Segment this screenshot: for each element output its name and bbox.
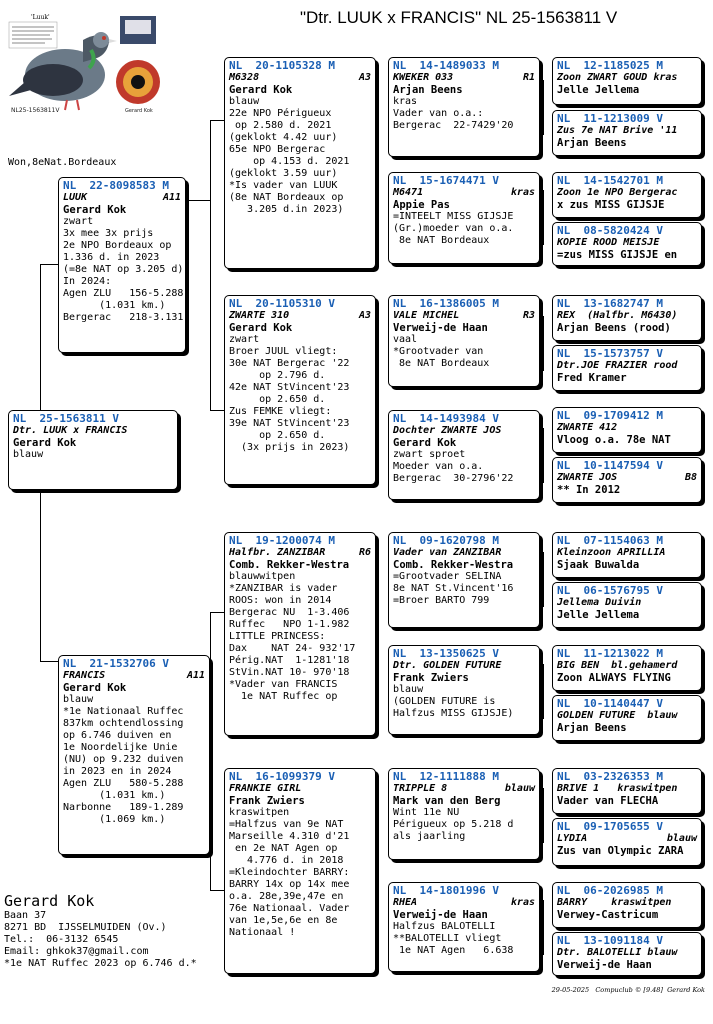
ring-number: NL 07-1154063 M: [557, 534, 663, 547]
owner-name: Vloog o.a. 78e NAT: [557, 434, 671, 446]
bird-name: GOLDEN FUTURE blauw: [557, 710, 678, 721]
info-line: Zus FEMKE vliegt:: [229, 406, 332, 417]
info-line: op 4.153 d. 2021: [229, 156, 350, 167]
connector-line: [543, 552, 544, 607]
ring-number: NL 22-8098583 M: [63, 179, 169, 192]
info-line: op 2.796 d.: [229, 370, 326, 381]
owner-name: Zus van Olympic ZARA: [557, 845, 684, 857]
connector-line: [210, 410, 225, 411]
pedigree-card-gen4[interactable]: [552, 407, 702, 453]
info-line: 4.776 d. in 2018: [229, 855, 344, 866]
won-note: Won,8eNat.Bordeaux: [8, 157, 117, 168]
connector-line: [210, 120, 211, 410]
info-line: Bergerac NU 1-3.406: [229, 607, 350, 618]
bird-name: M6328: [229, 72, 260, 83]
pedigree-card-gen4[interactable]: [552, 695, 702, 741]
info-line: Bergerac 22-7429'20: [393, 120, 514, 131]
pedigree-card-gen4[interactable]: [552, 110, 702, 156]
pedigree-card-gen3[interactable]: [388, 645, 540, 735]
owner-name: Vader van FLECHA: [557, 795, 659, 807]
info-line: (GOLDEN FUTURE is: [393, 696, 496, 707]
owner-name: Gerard Kok: [63, 682, 127, 694]
bird-grade: A3: [358, 310, 371, 321]
info-line: Périgueux op 5.218 d: [393, 819, 514, 830]
info-line: =Halfzus van 9e NAT: [229, 819, 344, 830]
ring-number: NL 06-2026985 M: [557, 884, 663, 897]
owner-name: Verweij-de Haan: [393, 322, 488, 334]
ring-number: NL 03-2326353 M: [557, 770, 663, 783]
owner-name: Jelle Jellema: [557, 609, 640, 621]
bird-name: Halfbr. ZANZIBAR: [229, 547, 326, 558]
ring-number: NL 09-1620798 M: [393, 534, 499, 547]
bird-name: Zoon ZWART GOUD kras: [557, 72, 678, 83]
subject-card[interactable]: [8, 410, 178, 490]
bird-grade: A3: [358, 72, 371, 83]
connector-line: [40, 264, 41, 412]
ring-number: NL 15-1573757 V: [557, 347, 663, 360]
info-line: 837km ochtendlossing: [63, 718, 184, 729]
info-line: op 6.746 duiven en: [63, 730, 172, 741]
info-line: =Kleindochter BARRY:: [229, 867, 350, 878]
bird-name: TRIPPLE 8: [393, 783, 448, 794]
connector-line: [188, 200, 210, 201]
info-line: *Is vader van LUUK: [229, 180, 338, 191]
info-line: Marseille 4.310 d'21: [229, 831, 350, 842]
owner-name: Gerard Kok: [13, 437, 77, 449]
bird-color: zwart: [63, 216, 94, 227]
bird-color: kraswitpen: [229, 807, 290, 818]
info-line: Agen ZLU 156-5.288: [63, 288, 184, 299]
owner-name: ** In 2012: [557, 484, 621, 496]
bird-name: KWEKER 033: [393, 72, 454, 83]
ring-number: NL 12-1111888 M: [393, 770, 499, 783]
ring-number: NL 10-1140447 V: [557, 697, 663, 710]
info-line: Halfzus BALOTELLI: [393, 921, 496, 932]
ring-number: NL 21-1532706 V: [63, 657, 169, 670]
bird-grade: R1: [522, 72, 535, 83]
bird-color: kras: [393, 96, 418, 107]
bird-name: Zus 7e NAT Brive '11: [557, 125, 678, 136]
achievement-line: *1e NAT Ruffec 2023 op 6.746 d.*: [4, 958, 197, 969]
bird-name: KOPIE ROOD MEISJE: [557, 237, 660, 248]
bird-name: RHEA: [393, 897, 418, 908]
info-line: Wint 11e NU: [393, 807, 460, 818]
owner-name: Frank Zwiers: [229, 795, 305, 807]
connector-line: [378, 580, 379, 690]
info-line: *Vader van FRANCIS: [229, 679, 338, 690]
bird-grade: kras: [510, 187, 535, 198]
bird-name: BIG BEN bl.gehamerd: [557, 660, 678, 671]
pedigree-card-gen4[interactable]: [552, 818, 702, 866]
ring-number: NL 08-5820424 V: [557, 224, 663, 237]
ring-number: NL 13-1350625 V: [393, 647, 499, 660]
logo-caption: NL25-1563811V: [11, 107, 60, 114]
info-line: Moeder van o.a.: [393, 461, 484, 472]
info-line: ROOS: won in 2014: [229, 595, 332, 606]
logo: [5, 10, 160, 116]
bird-name: Dochter ZWARTE JOS: [393, 425, 502, 436]
bird-grade: R3: [522, 310, 535, 321]
ring-number: NL 13-1682747 M: [557, 297, 663, 310]
pedigree-card-gen3[interactable]: [388, 882, 540, 972]
connector-line: [378, 332, 379, 444]
owner-name: Arjan Beens: [557, 137, 627, 149]
owner-name: Gerard Kok: [229, 322, 293, 334]
bird-name: Dtr.JOE FRAZIER rood: [557, 360, 678, 371]
info-line: 76e Nationaal. Vader: [229, 903, 350, 914]
ring-number: NL 09-1709412 M: [557, 409, 663, 422]
connector-line: [543, 316, 544, 371]
pedigree-card-gen3[interactable]: [388, 532, 540, 628]
ring-number: NL 14-1493984 V: [393, 412, 499, 425]
address-line: 8271 BD IJSSELMUIDEN (Ov.): [4, 922, 167, 933]
info-line: (8e NAT Bordeaux op: [229, 192, 344, 203]
pedigree-card-gen4[interactable]: [552, 582, 702, 628]
bird-name: Kleinzoon APRILLIA: [557, 547, 666, 558]
owner-name: Zoon ALWAYS FLYING: [557, 672, 671, 684]
info-line: 3x mee 3x prijs: [63, 228, 154, 239]
pedigree-card-gen3[interactable]: [388, 295, 540, 387]
info-line: BARRY 14x op 14x mee: [229, 879, 350, 890]
ring-number: NL 13-1091184 V: [557, 934, 663, 947]
connector-line: [40, 487, 41, 661]
bird-grade: A11: [162, 192, 181, 203]
connector-line: [543, 190, 544, 245]
ring-number: NL 25-1563811 V: [13, 412, 119, 425]
bird-name: FRANCIS: [63, 670, 106, 681]
ring-number: NL 12-1185025 M: [557, 59, 663, 72]
info-line: =Grootvader SELINA: [393, 571, 502, 582]
owner-name: Gerard Kok: [229, 84, 293, 96]
connector-line: [40, 264, 60, 265]
logo-sub-caption: Gerard Kok: [125, 108, 153, 114]
owner-name: Jelle Jellema: [557, 84, 640, 96]
connector-line: [543, 900, 544, 955]
bird-name: BRIVE 1 kraswitpen: [557, 783, 678, 794]
owner-name: Gerard Kok: [393, 437, 457, 449]
pedigree-card-gen3[interactable]: [388, 172, 540, 264]
owner-name: Verweij-de Haan: [557, 959, 652, 971]
info-line: Vader van o.a.:: [393, 108, 484, 119]
pedigree-card-gen4[interactable]: [552, 532, 702, 578]
connector-line: [543, 788, 544, 843]
pedigree-card-gen4[interactable]: [552, 932, 702, 976]
owner-name: Comb. Rekker-Westra: [393, 559, 514, 571]
info-line: op 2.580 d. 2021: [229, 120, 332, 131]
info-line: Agen ZLU 580-5.288: [63, 778, 184, 789]
info-line: 1e NAT Ruffec op: [229, 691, 338, 702]
owner-name: Gerard Kok: [63, 204, 127, 216]
info-line: *Grootvader van: [393, 346, 484, 357]
ring-number: NL 10-1147594 V: [557, 459, 663, 472]
info-line: *1e Nationaal Ruffec: [63, 706, 184, 717]
info-line: 2e NPO Bordeaux op: [63, 240, 172, 251]
ring-number: NL 20-1105310 V: [229, 297, 335, 310]
pedigree-card-gen4[interactable]: [552, 457, 702, 503]
pedigree-card-gen4[interactable]: [552, 222, 702, 266]
info-line: 22e NPO Périgueux: [229, 108, 332, 119]
print-stamp: 29-05-2025 Compuclub © [9.48] Gerard Kok: [551, 986, 705, 994]
page-title: "Dtr. LUUK x FRANCIS" NL 25-1563811 V: [300, 8, 618, 27]
logo-small-text: 'Luuk': [31, 14, 50, 21]
bird-name: REX (Halfbr. M6430): [557, 310, 678, 321]
info-line: Ruffec NPO 1-1.982: [229, 619, 350, 630]
pedigree-card-gen4[interactable]: [552, 882, 702, 928]
info-line: (NU) op 9.232 duiven: [63, 754, 184, 765]
owner-name: Appie Pas: [393, 199, 450, 211]
sire-card[interactable]: [58, 177, 186, 353]
info-line: 1e NAT Agen 6.638: [393, 945, 514, 956]
bird-name: M6471: [393, 187, 424, 198]
info-line: 39e NAT StVincent'23: [229, 418, 350, 429]
bird-name: ZWARTE JOS: [557, 472, 618, 483]
bird-color: zwart: [229, 334, 260, 345]
bird-grade: blauw: [504, 783, 535, 794]
info-line: 42e NAT StVincent'23: [229, 382, 350, 393]
info-line: (1.031 km.): [63, 790, 166, 801]
pedigree-card-gen2[interactable]: [224, 57, 376, 269]
breeder-name: Gerard Kok: [4, 892, 95, 910]
bird-grade: A11: [186, 670, 205, 681]
pigeon-logo-icon: [5, 10, 160, 116]
info-line: 8e NAT Bordeaux: [393, 358, 490, 369]
bird-name: Vader van ZANZIBAR: [393, 547, 502, 558]
email-line[interactable]: Email: ghkok37@gmail.com: [4, 946, 149, 957]
bird-name: ZWARTE 310: [229, 310, 290, 321]
info-line: o.a. 28e,39e,47e en: [229, 891, 344, 902]
ring-number: NL 20-1105328 M: [229, 59, 335, 72]
pedigree-card-gen4[interactable]: [552, 172, 702, 218]
info-line: LITTLE PRINCESS:: [229, 631, 326, 642]
connector-line: [210, 612, 225, 613]
bird-name: ZWARTE 412: [557, 422, 618, 433]
connector-line: [210, 612, 211, 890]
bird-name: Dtr. LUUK x FRANCIS: [13, 425, 128, 436]
ring-number: NL 16-1099379 V: [229, 770, 335, 783]
info-line: Nationaal !: [229, 927, 296, 938]
owner-name: Arjan Beens (rood): [557, 322, 671, 334]
pedigree-card-gen4[interactable]: [552, 57, 702, 105]
bird-name: FRANKIE GIRL: [229, 783, 302, 794]
ring-number: NL 14-1801996 V: [393, 884, 499, 897]
info-line: (3x prijs in 2023): [229, 442, 350, 453]
bird-name: Dtr. GOLDEN FUTURE: [393, 660, 502, 671]
connector-line: [378, 120, 379, 220]
info-line: (geklokt 4.42 uur): [229, 132, 338, 143]
owner-name: Verwey-Castricum: [557, 909, 659, 921]
ring-number: NL 06-1576795 V: [557, 584, 663, 597]
owner-name: Comb. Rekker-Westra: [229, 559, 350, 571]
info-line: (Gr.)moeder van o.a.: [393, 223, 514, 234]
info-line: **BALOTELLI vliegt: [393, 933, 502, 944]
pedigree-card-gen3[interactable]: [388, 410, 540, 500]
info-line: (=8e NAT op 3.205 d): [63, 264, 184, 275]
pedigree-card-gen2[interactable]: [224, 295, 376, 485]
pedigree-card-gen3[interactable]: [388, 768, 540, 860]
owner-name: Arjan Beens: [557, 722, 627, 734]
owner-name: Arjan Beens: [393, 84, 463, 96]
connector-line: [543, 428, 544, 483]
info-line: 3.205 d.in 2023): [229, 204, 344, 215]
ring-number: NL 19-1200074 M: [229, 534, 335, 547]
ring-number: NL 14-1489033 M: [393, 59, 499, 72]
info-line: *ZANZIBAR is vader: [229, 583, 338, 594]
info-line: StVin.NAT 10- 970'18: [229, 667, 350, 678]
info-line: =Broer BARTO 799: [393, 595, 490, 606]
info-line: Narbonne 189-1.289: [63, 802, 184, 813]
connector-line: [40, 661, 60, 662]
pedigree-card-gen2[interactable]: [224, 768, 376, 974]
info-line: 8e NAT Bordeaux: [393, 235, 490, 246]
owner-name: Fred Kramer: [557, 372, 627, 384]
info-line: op 2.650 d.: [229, 394, 326, 405]
owner-name: =zus MISS GIJSJE en: [557, 249, 678, 261]
bird-color: blauwwitpen: [229, 571, 296, 582]
bird-color: blauw: [13, 449, 44, 460]
bird-color: zwart sproet: [393, 449, 466, 460]
connector-line: [378, 800, 379, 912]
pedigree-card-gen4[interactable]: [552, 345, 702, 391]
bird-grade: R6: [358, 547, 371, 558]
info-line: Broer JUUL vliegt:: [229, 346, 338, 357]
connector-line: [543, 80, 544, 135]
dam-card[interactable]: [58, 655, 210, 855]
bird-name: LYDIA: [557, 833, 588, 844]
info-line: (1.031 km.): [63, 300, 166, 311]
bird-color: blauw: [229, 96, 260, 107]
address-line: Baan 37: [4, 910, 47, 921]
phone-line: Tel.: 06-3132 6545: [4, 934, 119, 945]
bird-name: VALE MICHEL: [393, 310, 460, 321]
owner-name: Mark van den Berg: [393, 795, 501, 807]
owner-name: Sjaak Buwalda: [557, 559, 640, 571]
ring-number: NL 15-1674471 V: [393, 174, 499, 187]
owner-name: Frank Zwiers: [393, 672, 469, 684]
info-line: 8e NAT St.Vincent'16: [393, 583, 514, 594]
info-line: (geklokt 3.59 uur): [229, 168, 338, 179]
bird-name: Dtr. BALOTELLI blauw: [557, 947, 678, 958]
info-line: in 2023 en in 2024: [63, 766, 172, 777]
info-line: 1e Noordelijke Unie: [63, 742, 178, 753]
info-line: =INTEELT MISS GIJSJE: [393, 211, 514, 222]
pedigree-card-gen4[interactable]: [552, 768, 702, 814]
bird-name: BARRY kraswitpen: [557, 897, 672, 908]
info-line: 30e NAT Bergerac '22: [229, 358, 350, 369]
info-line: 1.336 d. in 2023: [63, 252, 160, 263]
ring-number: NL 16-1386005 M: [393, 297, 499, 310]
pedigree-card-gen4[interactable]: [552, 645, 702, 691]
bird-color: vaal: [393, 334, 418, 345]
connector-line: [210, 890, 225, 891]
ring-number: NL 09-1705655 V: [557, 820, 663, 833]
bird-name: Jellema Duivin: [557, 597, 642, 608]
info-line: Dax NAT 24- 932'17: [229, 643, 356, 654]
pedigree-card-gen4[interactable]: [552, 295, 702, 341]
ring-number: NL 11-1213022 M: [557, 647, 663, 660]
bird-name: Zoon 1e NPO Bergerac: [557, 187, 678, 198]
owner-name: x zus MISS GIJSJE: [557, 199, 665, 211]
info-line: (1.069 km.): [63, 814, 166, 825]
bird-color: blauw: [63, 694, 94, 705]
bird-color: blauw: [393, 684, 424, 695]
bird-grade: B8: [684, 472, 697, 483]
connector-line: [210, 120, 225, 121]
bird-name: LUUK: [63, 192, 88, 203]
info-line: Périg.NAT 1-1281'18: [229, 655, 350, 666]
info-line: op 2.650 d.: [229, 430, 326, 441]
info-line: In 2024:: [63, 276, 112, 287]
breeder-info: [4, 892, 197, 970]
connector-line: [543, 664, 544, 719]
info-line: en 2e NAT Agen op: [229, 843, 338, 854]
ring-number: NL 11-1213009 V: [557, 112, 663, 125]
info-line: 65e NPO Bergerac: [229, 144, 326, 155]
bird-grade: kras: [510, 897, 535, 908]
info-line: Bergerac 218-3.131: [63, 312, 184, 323]
bird-grade: blauw: [666, 833, 697, 844]
info-line: Bergerac 30-2796'22: [393, 473, 514, 484]
info-line: als jaarling: [393, 831, 466, 842]
pedigree-card-gen2[interactable]: [224, 532, 376, 736]
ring-number: NL 14-1542701 M: [557, 174, 663, 187]
info-line: van 1e,5e,6e en 8e: [229, 915, 338, 926]
pedigree-card-gen3[interactable]: [388, 57, 540, 157]
info-line: Halfzus MISS GIJSJE): [393, 708, 514, 719]
owner-name: Verweij-de Haan: [393, 909, 488, 921]
